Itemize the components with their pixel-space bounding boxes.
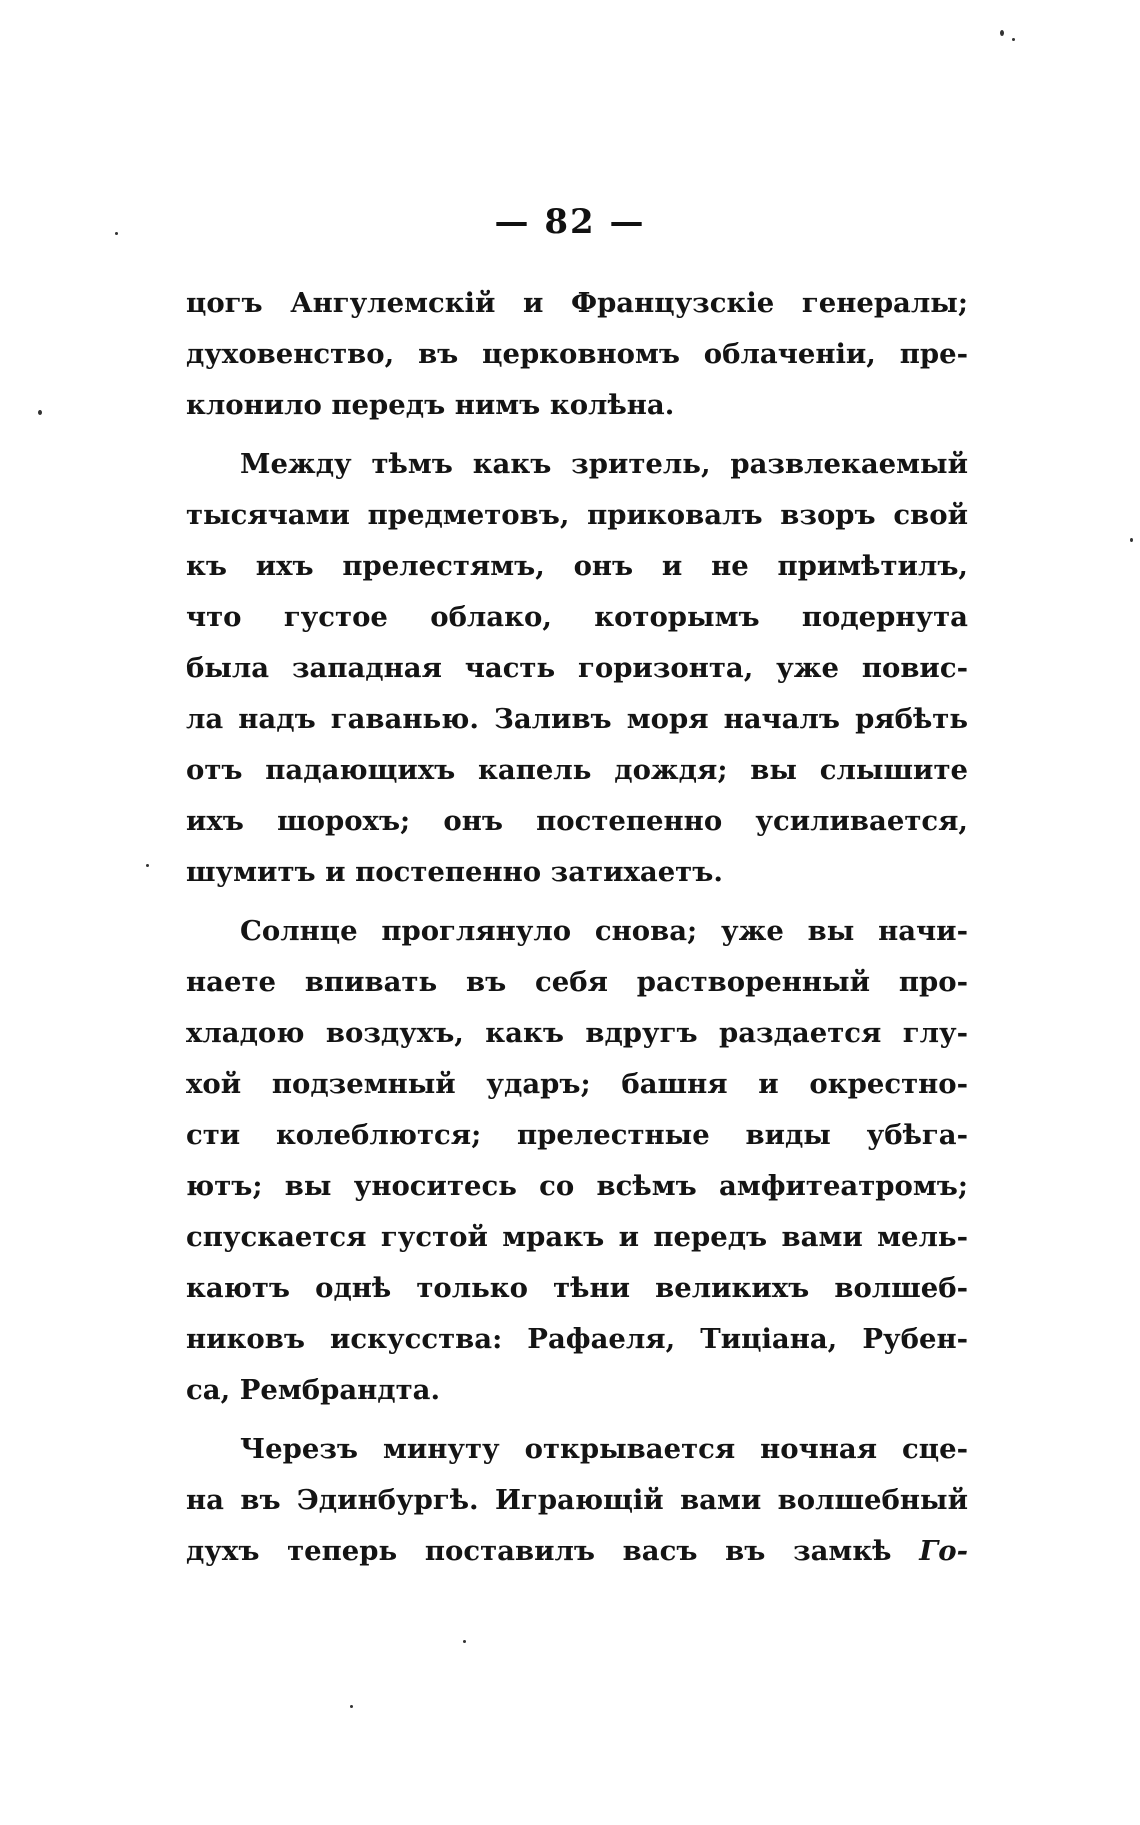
text-line: хладою воздухъ, какъ вдругъ раздается глу- [186,1017,968,1049]
body-text [186,278,968,1577]
text-line: са, Рембрандта. [186,1374,441,1406]
text-line: клонило передъ нимъ колѣна. [186,389,675,421]
scan-speck [38,410,42,415]
text-line: хой подземный ударъ; башня и окрестно- [186,1068,968,1100]
page-number: — 82 — [494,202,646,242]
text-line: духовенство, въ церковномъ облаченіи, пре- [186,338,968,370]
scan-speck [1012,38,1015,41]
text-line: никовъ искусства: Рафаеля, Тиціана, Рубен- [186,1323,968,1355]
text-line: тысячами предметовъ, приковалъ взоръ свой [186,499,968,531]
text-line: что густое облако, которымъ подернута [186,601,968,633]
italic-word: Го- [919,1535,968,1567]
text-line-final [186,1526,968,1577]
text-line: Между тѣмъ какъ зритель, развлекаемый [240,448,968,480]
paragraph [186,278,968,431]
text-line: ихъ шорохъ; онъ постепенно усиливается, [186,805,968,837]
text-line: цогъ Ангулемскій и Французскіе генералы; [186,287,968,319]
text-line-main: духъ теперь поставилъ васъ въ замкѣ [186,1535,892,1567]
text-line: на въ Эдинбургѣ. Играющій вами волшебный [186,1484,968,1516]
text-line: къ ихъ прелестямъ, онъ и не примѣтилъ, [186,550,968,582]
text-line: спускается густой мракъ и передъ вами мель- [186,1221,968,1253]
scan-speck [115,232,118,235]
scan-speck [1000,30,1004,36]
text-line: наете впивать въ себя растворенный про- [186,966,968,998]
scan-speck [350,1705,353,1708]
text-line: сти колеблются; прелестные виды убѣга- [186,1119,968,1151]
scan-speck [1130,538,1133,542]
text-line: ла надъ гаванью. Заливъ моря началъ рябѣть [186,703,968,735]
paragraph [186,906,968,1416]
scan-speck [146,864,149,867]
text-line: отъ падающихъ капель дождя; вы слышите [186,754,968,786]
text-line: шумитъ и постепенно затихаетъ. [186,856,723,888]
scan-speck [463,1640,466,1643]
text-line: была западная часть горизонта, уже повис- [186,652,968,684]
text-line: Черезъ минуту открывается ночная сце- [240,1433,968,1465]
paragraph [186,439,968,898]
text-line: Солнце проглянуло снова; уже вы начи- [240,915,968,947]
paragraph [186,1424,968,1577]
text-line: каютъ однѣ только тѣни великихъ волшеб- [186,1272,968,1304]
text-line: ютъ; вы уноситесь со всѣмъ амфитеатромъ; [186,1170,968,1202]
